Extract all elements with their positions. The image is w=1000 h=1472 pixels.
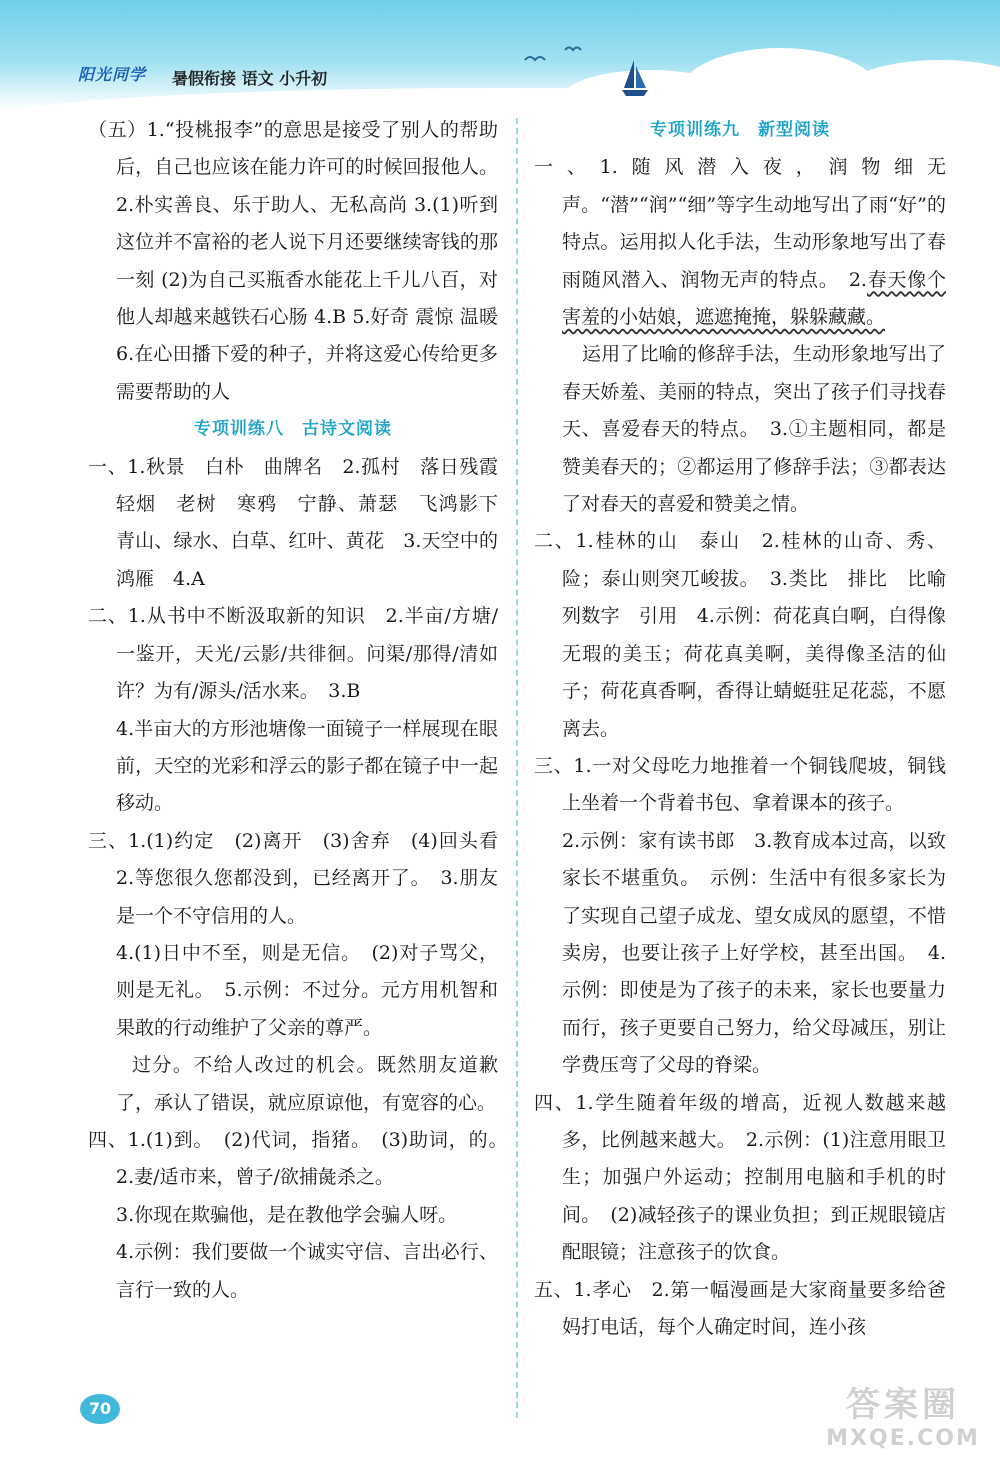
answer-s8-2: 二、1.从书中不断汲取新的知识 2.半亩/方塘/一鉴开，天光/云影/共徘徊。问渠/那得/清如许？为有/源头/活水来。 3.B	[88, 605, 498, 703]
answer-s8-4: 四、1.(1)到。 (2)代词，指猪。 (3)助词，的。 2.妻/适市来，曾子/欲捕彘杀之。	[88, 1128, 518, 1189]
watermark-line2: MXQE.COM	[826, 1426, 980, 1451]
answer-s9-2: 二、1.桂林的山 泰山 2.桂林的山奇、秀、险；泰山则突兀峻拔。 3.类比 排比 比喻 列数字 引用 4.示例：荷花真白啊，白得像无瑕的美玉；荷花真美啊，美得像圣洁的仙子；荷花真香啊，香得让蜻蜓驻足花蕊，不愿离去。	[534, 530, 966, 740]
page-number: 70	[80, 1394, 120, 1424]
answer-s9-1-underlined: 春天像个害羞的小姑娘，遮遮掩掩，躲躲藏藏。	[562, 268, 946, 329]
column-divider	[516, 118, 518, 1418]
right-column	[534, 112, 966, 1346]
page-header	[0, 0, 1000, 110]
answer-s8-3b: 4.(1)日中不至，则是无信。 (2)对子骂父，则是无礼。 5.示例：不过分。元方用机智和果敢的行动维护了父亲的尊严。	[116, 941, 498, 1039]
birds-icon	[520, 40, 600, 70]
watermark	[818, 1384, 988, 1452]
section-title-8: 专项训练八 古诗文阅读	[194, 419, 392, 440]
answer-s9-5: 五、1.孝心 2.第一幅漫画是大家商量要多给爸妈打电话，每个人确定时间，连小孩	[534, 1278, 946, 1338]
answer-s9-3: 三、1.一对父母吃力地推着一个铜钱爬坡，铜钱上坐着一个背着书包、拿着课本的孩子。	[534, 754, 946, 815]
answer-s9-3b: 2.示例：家有读书郎 3.教育成本过高，以致家长不堪重负。 示例：生活中有很多家长为了实现自己望子成龙、望女成凤的愿望，不惜卖房，也要让孩子上好学校，甚至出国。 4.示例：即使是为了孩子的未来，家长也要量力而行，孩子更要自己努力，给父母减压，别让学费压弯了父母的脊梁。	[562, 829, 946, 1077]
answer-s8-1: 一、1.秋景 白朴 曲牌名 2.孤村 落日残霞 轻烟 老树 寒鸦 宁静、萧瑟 飞鸿影下 青山、绿水、白草、红叶、黄花 3.天空中的鸿雁 4.A	[88, 455, 518, 590]
answer-s8-4c: 4.示例：我们要做一个诚实守信、言出必行、言行一致的人。	[116, 1241, 498, 1301]
left-column	[88, 112, 518, 1309]
watermark-line1: 答案圈	[846, 1385, 960, 1425]
series-title: 暑假衔接 语文 小升初	[172, 69, 328, 88]
sailboat-icon	[620, 58, 650, 98]
answer-block-5: （五）1.“投桃报李”的意思是接受了别人的帮助后，自己也应该在能力许可的时候回报他人。 2.朴实善良、乐于助人、无私高尚 3.(1)听到这位并不富裕的老人说下月还要继续寄钱的那一刻 (2)为自己买瓶香水能花上千儿八百，对他人却越来越铁石心肠 4.B 5.好奇 震惊 温暖 6.在心田播下爱的种子，并将这爱心传给更多需要帮助的人	[88, 119, 498, 403]
section-title-9: 专项训练九 新型阅读	[650, 120, 830, 140]
answer-s9-1	[534, 149, 946, 336]
answer-s9-1-text: 一、1.随风潜入夜，润物细无声。“潜”“润”“细”等字生动地写出了雨“好”的特点。运用拟人化手法，生动形象地写出了春雨随风潜入、润物无声的特点。 2.	[534, 156, 946, 291]
answer-s8-4b: 3.你现在欺骗他，是在教他学会骗人呀。	[116, 1203, 458, 1226]
answer-s8-3: 三、1.(1)约定 (2)离开 (3)舍弃 (4)回头看 2.等您很久您都没到，已经离开了。 3.朋友是一个不守信用的人。	[88, 829, 518, 927]
answer-s9-4: 四、1.学生随着年级的增高，近视人数越来越多，比例越来越大。 2.示例：(1)注意用眼卫生；加强户外运动；控制用电脑和手机的时间。 (2)减轻孩子的课业负担；到正规眼镜店配眼镜；注意孩子的饮食。	[534, 1091, 946, 1264]
brand-logo: 阳光同学	[78, 65, 147, 84]
answer-s8-2b: 4.半亩大的方形池塘像一面镜子一样展现在眼前，天空的光彩和浮云的影子都在镜子中一起移动。	[116, 717, 498, 815]
answer-s9-1b: 运用了比喻的修辞手法，生动形象地写出了春天娇羞、美丽的特点，突出了孩子们寻找春天、喜爱春天的特点。 3.①主题相同，都是赞美春天的；②都运用了修辞手法；③都表达了对春天的喜爱和赞美之情。	[562, 343, 946, 516]
answer-s8-3c: 过分。不给人改过的机会。既然朋友道歉了，承认了错误，就应原谅他，有宽容的心。	[116, 1054, 498, 1114]
